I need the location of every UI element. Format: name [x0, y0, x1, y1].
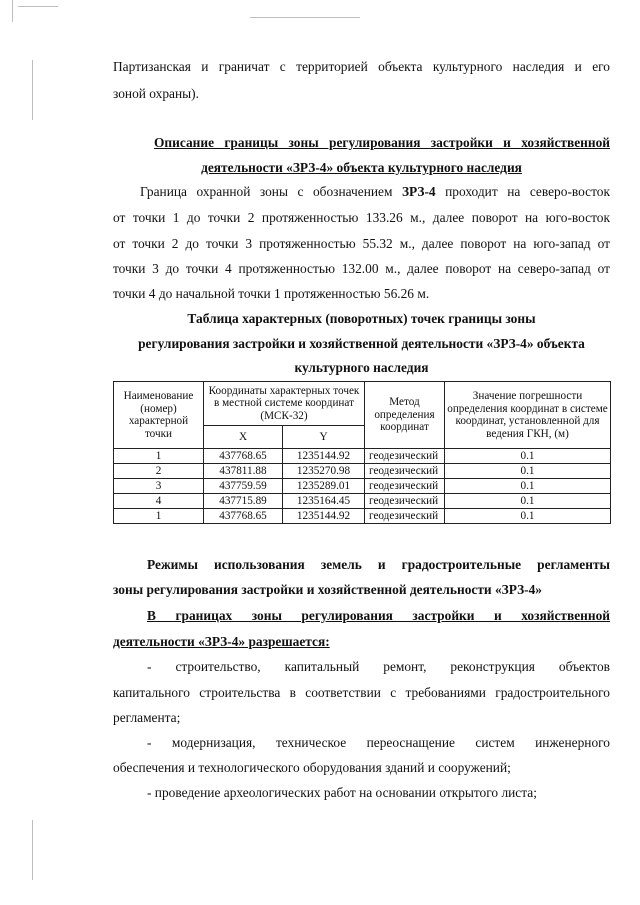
cell-y: 1235164.45	[283, 494, 365, 509]
table-body	[114, 449, 611, 524]
cell-method: геодезический	[365, 449, 445, 464]
allowed-heading-line-2: деятельности «ЗРЗ-4» разрешается:	[113, 634, 330, 649]
table-row	[114, 449, 611, 464]
table-row	[114, 479, 611, 494]
header-coordinates: Координаты характерных точек в местной системе координат (МСК-32)	[204, 382, 365, 426]
table-title-line-3: культурного наследия	[294, 360, 429, 375]
allowed-item-1-line-3: регламента;	[113, 710, 181, 725]
header-error: Значение погрешности определения координат в системе координат, установленной для ведения ГКН, (м)	[445, 382, 611, 449]
scan-artifact-left-binding	[32, 60, 33, 120]
cell-method: геодезический	[365, 479, 445, 494]
allowed-item-2-line-2: обеспечения и технологического оборудования зданий и сооружений;	[113, 760, 511, 775]
paragraph-text-end: проходит на северо-восток	[435, 184, 610, 199]
section2-title-line-2: зоны регулирования застройки и хозяйственной деятельности «ЗРЗ-4»	[113, 582, 542, 597]
section1-title-line-2: деятельности «ЗРЗ-4» объекта культурного наследия	[201, 160, 522, 175]
scan-artifact-top-left	[12, 0, 13, 22]
paragraph-text-start: Граница охранной зоны с обозначением	[140, 184, 402, 199]
scan-artifact-top-center	[250, 17, 360, 18]
cell-y: 1235144.92	[283, 509, 365, 524]
intro-line-2: зоной охраны).	[113, 86, 199, 101]
cell-point-number: 1	[114, 449, 204, 464]
cell-x: 437715.89	[204, 494, 283, 509]
allowed-item-3-line-1: - проведение археологических работ на основании открытого листа;	[147, 785, 537, 800]
cell-x: 437768.65	[204, 449, 283, 464]
allowed-heading-line-1: В границах зоны регулирования застройки и хозяйственной	[147, 608, 610, 623]
cell-error: 0.1	[445, 464, 611, 479]
section1-paragraph-line-3: от точки 2 до точки 3 протяженностью 55.32 м., далее поворот на юго-запад от	[113, 236, 610, 251]
table-title-line-1: Таблица характерных (поворотных) точек границы зоны	[187, 311, 536, 326]
header-y: Y	[283, 425, 365, 448]
scan-artifact-left-binding-lower	[32, 820, 33, 880]
section1-title-line-1: Описание границы зоны регулирования застройки и хозяйственной	[154, 135, 610, 150]
allowed-item-2-line-1: - модернизация, техническое переоснащение систем инженерного	[147, 735, 610, 750]
table-title-line-2: регулирования застройки и хозяйственной деятельности «ЗРЗ-4» объекта	[138, 336, 585, 351]
header-method: Метод определения координат	[365, 382, 445, 449]
header-point-name: Наименование (номер) характерной точки	[114, 382, 204, 449]
cell-x: 437759.59	[204, 479, 283, 494]
header-x: X	[204, 425, 283, 448]
table-row	[114, 509, 611, 524]
cell-error: 0.1	[445, 449, 611, 464]
cell-method: геодезический	[365, 464, 445, 479]
section2-title-line-1: Режимы использования земель и градостроительные регламенты	[147, 557, 610, 572]
section1-paragraph-line-1	[140, 184, 610, 200]
section1-paragraph-line-2: от точки 1 до точки 2 протяженностью 133.26 м., далее поворот на юго-восток	[113, 210, 610, 225]
allowed-item-1-line-2: капитального строительства в соответствии с требованиями градостроительного	[113, 685, 610, 700]
cell-method: геодезический	[365, 494, 445, 509]
coordinates-table	[113, 381, 611, 524]
section1-paragraph-line-5: точки 4 до начальной точки 1 протяженностью 56.26 м.	[113, 286, 430, 301]
cell-y: 1235270.98	[283, 464, 365, 479]
zone-code: ЗРЗ-4	[401, 184, 436, 199]
section1-paragraph-line-4: точки 3 до точки 4 протяженностью 132.00 м., далее поворот на северо-запад от	[113, 261, 610, 276]
intro-line-1: Партизанская и граничат с территорией объекта культурного наследия и его	[113, 59, 610, 74]
cell-point-number: 4	[114, 494, 204, 509]
table-row	[114, 494, 611, 509]
cell-y: 1235144.92	[283, 449, 365, 464]
table-row	[114, 464, 611, 479]
cell-y: 1235289.01	[283, 479, 365, 494]
table-header-row	[114, 382, 611, 426]
scan-artifact-top-left-dash	[18, 6, 58, 7]
cell-point-number: 3	[114, 479, 204, 494]
cell-point-number: 2	[114, 464, 204, 479]
cell-point-number: 1	[114, 509, 204, 524]
cell-x: 437811.88	[204, 464, 283, 479]
allowed-item-1-line-1: - строительство, капитальный ремонт, реконструкция объектов	[147, 659, 610, 674]
cell-error: 0.1	[445, 479, 611, 494]
cell-x: 437768.65	[204, 509, 283, 524]
cell-error: 0.1	[445, 509, 611, 524]
cell-error: 0.1	[445, 494, 611, 509]
cell-method: геодезический	[365, 509, 445, 524]
